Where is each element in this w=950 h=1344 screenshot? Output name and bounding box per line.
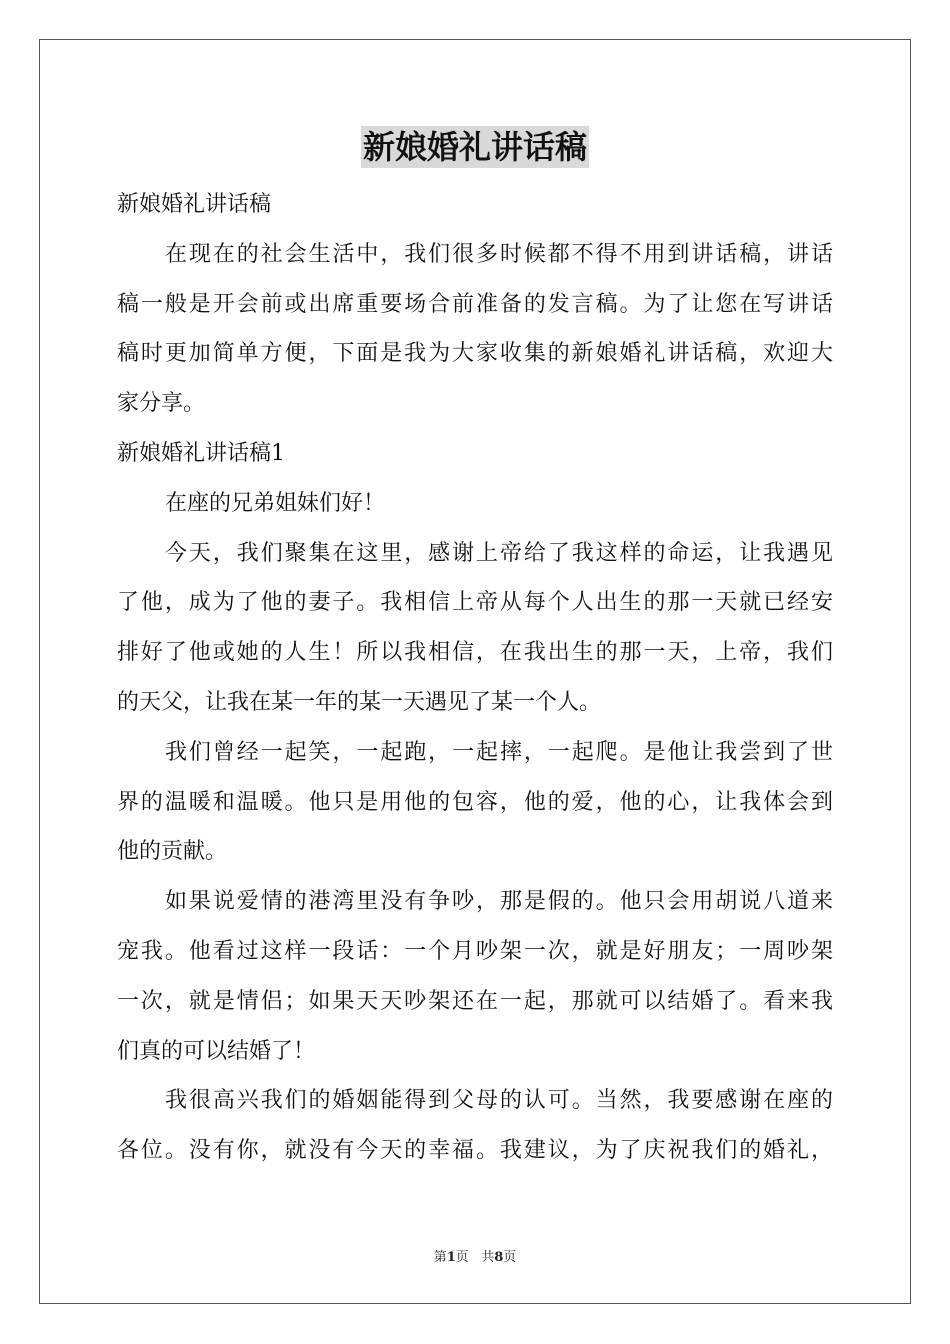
text-line: 排好了他或她的人生！所以我相信，在我出生的那一天，上帝，我们 [117,640,833,666]
text-line: 宠我。他看过这样一段话：一个月吵架一次，就是好朋友；一周吵架 [117,938,833,964]
footer-page-suffix: 页 [455,1250,469,1265]
page-footer [0,1246,950,1265]
text-line: 我们曾经一起笑，一起跑，一起摔，一起爬。是他让我尝到了世 [165,739,833,765]
text-line: 的天父，让我在某一年的某一天遇见了某一个人。 [117,689,602,715]
text-line: 他的贡献。 [117,839,228,865]
text-line: 如果说爱情的港湾里没有争吵，那是假的。他只会用胡说八道来 [165,889,833,915]
footer-page-prefix: 第 [433,1250,447,1265]
text-line: 了他，成为了他的妻子。我相信上帝从每个人出生的那一天就已经安 [117,590,833,616]
text-line: 稿时更加简单方便，下面是我为大家收集的新娘婚礼讲话稿，欢迎大 [117,341,833,367]
footer-total-prefix: 共 [481,1250,495,1265]
footer-total-suffix: 页 [503,1250,517,1265]
text-line: 在座的兄弟姐妹们好！ [165,490,386,516]
document-body [117,180,833,1176]
text-line: 各位。没有你，就没有今天的幸福。我建议，为了庆祝我们的婚礼， [117,1138,833,1164]
text-line: 界的温暖和温暖。他只是用他的包容，他的爱，他的心，让我体会到 [117,789,833,815]
text-line: 新娘婚礼讲话稿1 [117,440,285,466]
text-line: 我很高兴我们的婚姻能得到父母的认可。当然，我要感谢在座的 [165,1088,833,1114]
document-title: 新娘婚礼讲话稿 [362,128,587,166]
footer-page-number: 1 [446,1250,456,1265]
text-line: 一次，就是情侣；如果天天吵架还在一起，那就可以结婚了。看来我 [117,988,833,1014]
text-line: 在现在的社会生活中，我们很多时候都不得不用到讲话稿，讲话 [165,241,833,267]
footer-total-pages: 8 [494,1250,504,1265]
text-line: 家分享。 [117,391,206,417]
text-line: 们真的可以结婚了！ [117,1038,316,1064]
title-container [0,126,950,168]
text-line: 稿一般是开会前或出席重要场合前准备的发言稿。为了让您在写讲话 [117,291,833,317]
text-line: 新娘婚礼讲话稿 [117,192,272,217]
text-line: 今天，我们聚集在这里，感谢上帝给了我这样的命运，让我遇见 [165,540,833,566]
